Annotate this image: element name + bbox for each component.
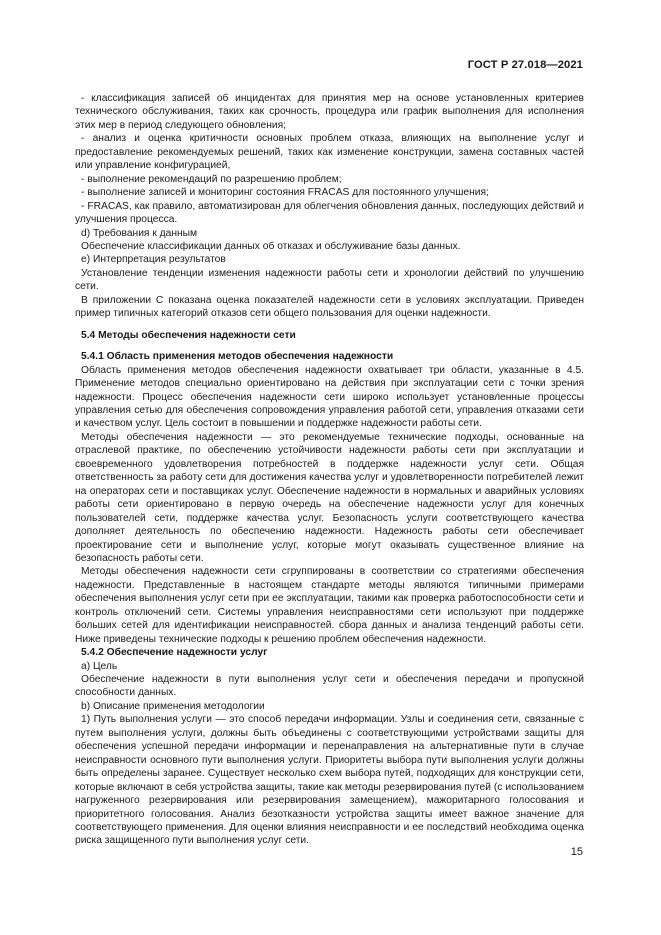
- list-item: - FRACAS, как правило, автоматизирован для облегчения обновления данных, последующих действий и улучшения процесса.: [75, 200, 584, 226]
- list-item: - анализ и оценка критичности основных проблем отказа, влияющих на выполнение услуг и предоставление рекомендуемых решений, таких как изменение конструкции, замена составных частей или управление конфигурацией,: [75, 133, 584, 172]
- subheading-methodology: b) Описание применения методологии: [81, 700, 265, 712]
- paragraph: Обеспечение классификации данных об отказах и обслуживание базы данных.: [81, 240, 461, 252]
- list-item: - классификация записей об инцидентах для принятия мер на основе установленных критериев технического обслуживания, таких как срочность, процедура или график выполнения для исполнения этих мер в период следующего обновления;: [75, 93, 584, 131]
- paragraph: 1) Путь выполнения услуги — это способ передачи информации. Узлы и соединения сети, связанные с путем выполнения услуги, должны быть объединены с соответствующими устройствами защиты для обеспечения успешной передачи информации и перенаправления на альтернативные пути в случае неисправности основного пути выполнения услуги. Приоритеты выбора пути выполнения услуги должны быть определены заранее. Существует несколько схем выбора путей, подходящих для конструкции сети, которые включают в себя устройства защиты, такие как методы резервирования путей (с использованием нагруженного резервирования или резервирования замещением), мажоритарного голосования и приоритетного голосования. Анализ безотказности устройства защиты имеет важное значение для соответствующего применения. Для оценки влияния неисправности и ее последствий необходима оценка риска защищенного пути выполнения услуг сети.: [75, 714, 584, 847]
- subheading-data-requirements: d) Требования к данным: [81, 227, 198, 239]
- paragraph: Область применения методов обеспечения надежности охватывает три области, указанные в 4.5. Применение методов специально ориентировано на действия при эксплуатации сети с точки зрения надежности. Процесс обеспечения надежности сети широко использует установленные процессы управления сетью для обеспечения сопровождения управления работой сети, управления отказами сети и качеством услуг. Цель состоит в повышении и поддержке надежности работы сети.: [75, 364, 584, 430]
- paragraph: Методы обеспечения надежности — это рекомендуемые технические подходы, основанные на отраслевой практике, по обеспечению устойчивости надежности работы сети при эксплуатации и своевременного удовлетворения потребностей в поддержке надежности услуг сети. Общая ответственность за работу сети для достижения качества услуг и удовлетворенности потребителей лежит на операторах сети и поставщиках услуг. Обеспечение надежности в нормальных и аварийных условиях работы сети ориентировано в первую очередь на обеспечение надежности услуг для конечных пользователей сети, поддержке качества услуг. Безопасность услуги соответствующего качества дополняет деятельность по обеспечению надежности. Надежность работы сети обеспечивает проектирование сети и выполнение услуг, которые могут оказывать существенное влияние на безопасность работы сети.: [75, 431, 584, 564]
- page-number: 15: [570, 846, 583, 858]
- standard-header: ГОСТ Р 27.018—2021: [467, 59, 583, 71]
- subheading-interpretation: e) Интерпретация результатов: [81, 254, 226, 266]
- body-text: [75, 92, 584, 848]
- list-item: - выполнение записей и мониторинг состояния FRACAS для постоянного улучшения;: [81, 187, 489, 199]
- paragraph: Методы обеспечения надежности сети сгруппированы в соответствии со стратегиями обеспечения надежности. Представленные в настоящем стандарте методы являются типичными примерами обеспечения выполнения услуг сети при ее эксплуатации, такими как проверка работоспособности сети и контроль отключений сети. Системы управления неисправностями сети используют при поддержке больших сетей для идентификации неисправностей. сбора данных и анализа тенденций работы сети. Ниже приведены технические подходы к решению проблем обеспечения надежности.: [75, 566, 584, 645]
- paragraph: В приложении С показана оценка показателей надежности сети в условиях эксплуатации. Приведен пример типичных категорий отказов сети общего пользования для оценки надежности.: [75, 294, 584, 320]
- paragraph: Обеспечение надежности в пути выполнения услуг сети и обеспечения передачи и пропускной способности данных.: [75, 674, 584, 699]
- section-heading-5-4: 5.4 Методы обеспечения надежности сети: [81, 329, 296, 341]
- subheading-goal: a) Цель: [81, 660, 118, 672]
- subsection-heading-5-4-1: 5.4.1 Область применения методов обеспечения надежности: [81, 351, 394, 363]
- subsection-heading-5-4-2: 5.4.2 Обеспечение надежности услуг: [81, 647, 268, 659]
- list-item: - выполнение рекомендаций по разрешению проблем;: [81, 173, 342, 185]
- paragraph: Установление тенденции изменения надежности работы сети и хронологии действий по улучшению сети.: [75, 267, 584, 293]
